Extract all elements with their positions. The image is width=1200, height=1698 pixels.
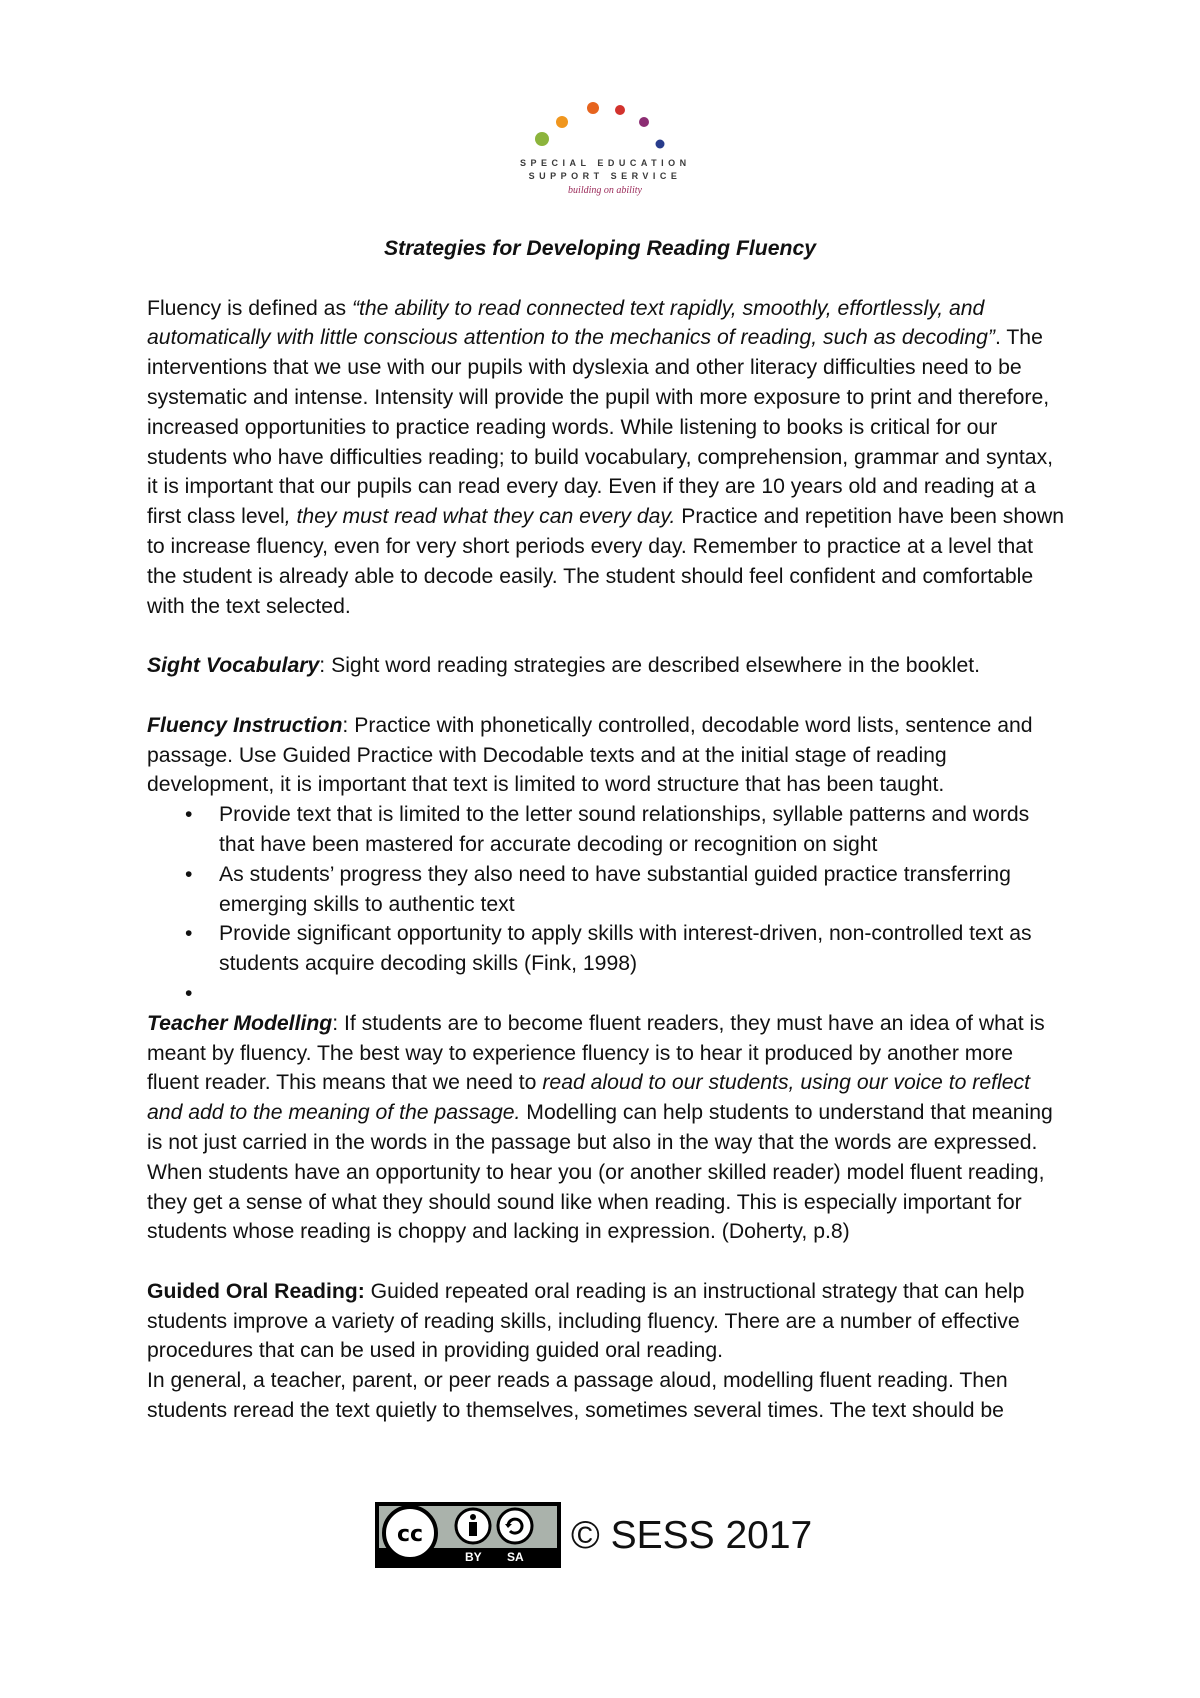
bullet-dot: • <box>185 803 193 827</box>
guided-oral-reading-text: Guided repeated oral reading is an instructional strategy that can help students improve a variety of reading skills, including fluency. There are a number of effective procedures that can be used in providing guided oral reading. <box>147 1279 1025 1363</box>
fluency-instruction-paragraph <box>147 711 1067 800</box>
bullet-dot: • <box>185 981 193 1005</box>
logo-dots-icon <box>520 96 690 156</box>
bullet-text: Provide significant opportunity to apply skills with interest-driven, non-controlled text as students acquire decoding skills (Fink, 1998) <box>219 922 1032 976</box>
teacher-modelling-text: : If students are to become fluent readers, they must have an idea of what is meant by fluency. The best way to experience fluency is to hear it produced by another more fluent reader. This means that we need to <box>147 1011 1045 1095</box>
sight-vocabulary-paragraph <box>147 651 1067 681</box>
logo-line-2: SUPPORT SERVICE <box>528 171 682 181</box>
bullet-dot: • <box>185 922 193 946</box>
intro-lead: Fluency is defined as <box>147 296 352 320</box>
bullet-text: Provide text that is limited to the letter sound relationships, syllable patterns and words that have been mastered for accurate decoding or recognition on sight <box>219 803 1030 856</box>
list-item <box>147 919 1067 979</box>
list-item <box>147 800 1067 860</box>
guided-oral-reading-continued: In general, a teacher, parent, or peer reads a passage aloud, modelling fluent reading. Then students reread the text quietly to themselves, sometimes several times. The text should be <box>147 1369 1008 1423</box>
footer <box>375 1502 855 1572</box>
cc-sa-label: SA <box>507 1550 524 1564</box>
svg-text:cc: cc <box>396 1522 424 1547</box>
teacher-modelling-closing: Modelling can help students to understand that meaning is not just carried in the words in the passage but also in the way that the words are expressed. When students have an opportunity to hear you (or another skilled reader) model fluent reading, they get a sense of what they should sound like when reading. This is especially important for students whose reading is choppy and lacking in expression. (Doherty, p.8) <box>147 1101 1053 1244</box>
fluency-instruction-heading: Fluency Instruction <box>147 713 343 737</box>
cc-by-label: BY <box>465 1550 482 1564</box>
logo-line-1: SPECIAL EDUCATION <box>520 158 691 168</box>
list-item <box>147 979 1067 1009</box>
bullet-text: As students’ progress they also need to have substantial guided practice transferring emerging skills to authentic text <box>219 862 1011 916</box>
sess-logo <box>520 96 690 206</box>
logo-tagline: building on ability <box>568 185 642 196</box>
teacher-modelling-paragraph <box>147 1009 1067 1247</box>
fluency-instruction-text: : Practice with phonetically controlled, decodable word lists, sentence and passage. Use Guided Practice with Decodable texts and at the initial stage of reading development, it is important that text is limited to word structure that has been taught. <box>147 713 1033 797</box>
bullet-dot: • <box>185 862 193 886</box>
fluency-definition-quote: “the ability to read connected text rapidly, smoothly, effortlessly, and automatically with little conscious attention to the mechanics of reading, such as decoding” <box>147 296 995 350</box>
page-title: Strategies for Developing Reading Fluency <box>383 237 817 260</box>
sight-vocabulary-heading: Sight Vocabulary <box>147 654 320 678</box>
guided-oral-reading-heading: Guided Oral Reading: <box>147 1279 365 1303</box>
intro-emphasis: , they must read what they can every day. <box>284 505 676 529</box>
copyright-notice: © SESS 2017 <box>571 1514 813 1557</box>
sight-vocabulary-text: : Sight word reading strategies are described elsewhere in the booklet. <box>319 654 981 678</box>
intro-body: . The interventions that we use with our pupils with dyslexia and other literacy difficulties need to be systematic and intense. Intensity will provide the pupil with more exposure to print and therefore, increased opportunities to practice reading words. While listening to books is critical for our students who have difficulties reading; to build vocabulary, comprehension, grammar and syntax, it is important that our pupils can read every day. Even if they are 10 years old and reading at a first class level <box>147 326 1054 529</box>
cc-by-sa-badge[interactable] <box>375 1502 561 1568</box>
intro-paragraph <box>147 294 1067 622</box>
list-item <box>147 860 1067 920</box>
document-body <box>147 234 1067 1426</box>
teacher-modelling-heading: Teacher Modelling <box>147 1011 333 1035</box>
intro-closing: Practice and repetition have been shown to increase fluency, even for very short periods every day. Remember to practice at a level that the student is already able to decode easily. The student should feel confident and comfortable with the text selected. <box>147 505 1065 618</box>
fluency-bullet-list <box>147 800 1067 1009</box>
guided-oral-reading-paragraph <box>147 1277 1067 1366</box>
teacher-modelling-emphasis: read aloud to our students, using our voice to reflect and add to the meaning of the passage. <box>147 1071 1030 1125</box>
